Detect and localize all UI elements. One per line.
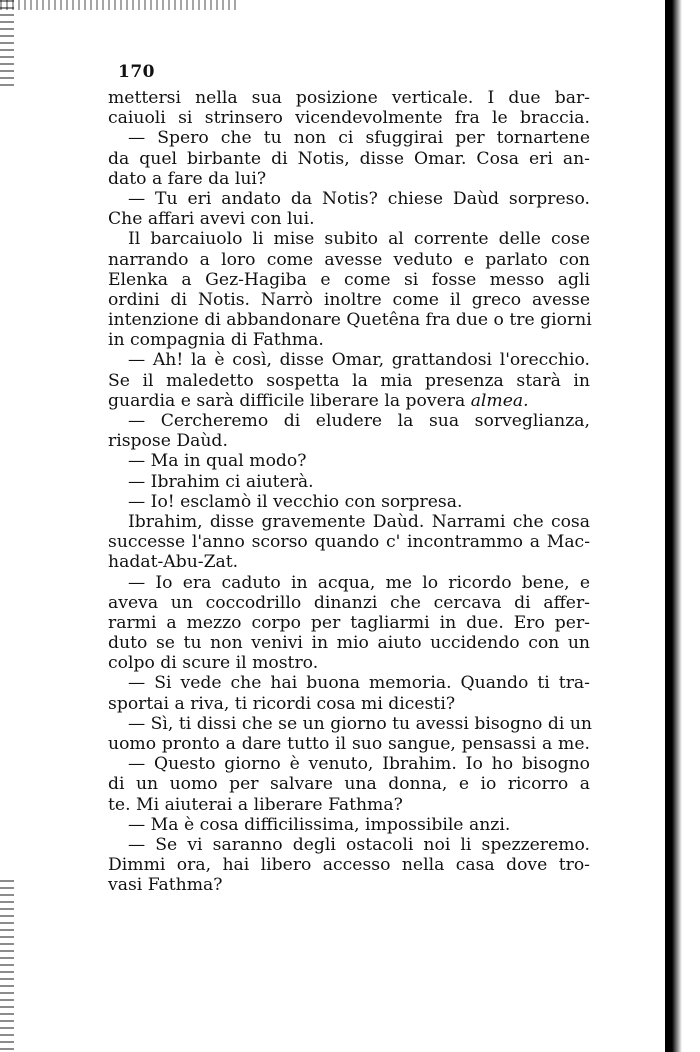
text-line: guardia e sarà difficile liberare la povera almea. <box>108 390 529 411</box>
body-text <box>108 88 590 896</box>
text-line: in compagnia di Fathma. <box>108 330 324 351</box>
text-line: Elenka a Gez-Hagiba e come si fosse messo agli <box>108 269 590 290</box>
text-line: — Sì, ti dissi che se un giorno tu avessi bisogno di un <box>128 713 592 734</box>
text-line: — Ibrahim ci aiuterà. <box>128 471 314 492</box>
text-line: — Questo giorno è venuto, Ibrahim. Io ho bisogno <box>128 754 590 775</box>
text-line: Ibrahim, disse gravemente Daùd. Narrami che cosa <box>128 511 590 532</box>
text-line: ordini di Notis. Narrò inoltre come il greco avesse <box>108 289 590 310</box>
text-line: aveva un coccodrillo dinanzi che cercava di affer- <box>108 592 590 613</box>
text-line: — Io! esclamò il vecchio con sorpresa. <box>128 491 463 512</box>
text-line: — Ma in qual modo? <box>128 451 307 472</box>
text-line: Il barcaiuolo li mise subito al corrente delle cose <box>128 229 590 250</box>
text-line: Se il maledetto sospetta la mia presenza starà in <box>108 370 590 391</box>
text-line: — Spero che tu non ci sfuggirai per tornartene <box>128 128 590 149</box>
text-line: duto se tu non venivi in mio aiuto uccidendo con un <box>108 633 590 654</box>
text-line: — Cercheremo di eludere la sua sorveglianza, <box>128 411 590 431</box>
text-line: colpo di scure il mostro. <box>108 653 319 674</box>
text-line: Dimmi ora, hai libero accesso nella casa dove tro- <box>108 855 590 876</box>
text-line: sportai a riva, ti ricordi cosa mi dicesti? <box>108 693 456 714</box>
text-line: intenzione di abbandonare Quetêna fra due o tre giorni <box>108 310 592 331</box>
scan-noise-left-top <box>0 0 14 90</box>
text-line: successe l'anno scorso quando c' incontrammo a Mac- <box>108 532 590 553</box>
text-line: vasi Fathma? <box>108 875 223 896</box>
text-line: uomo pronto a dare tutto il suo sangue, pensassi a me. <box>108 734 590 754</box>
binding-edge <box>665 0 672 1052</box>
text-line: — Tu eri andato da Notis? chiese Daùd sorpreso. <box>128 188 590 209</box>
text-line: caiuoli si strinsero vicendevolmente fra le braccia. <box>108 108 590 129</box>
scan-noise-left-bottom <box>0 880 14 1052</box>
text-line: — Ma è cosa difficilissima, impossibile anzi. <box>128 814 511 835</box>
text-line: hadat-Abu-Zat. <box>108 552 239 573</box>
text-line: da quel birbante di Notis, disse Omar. Cosa eri an- <box>108 148 590 169</box>
text-line: rispose Daùd. <box>108 431 228 452</box>
text-line: — Si vede che hai buona memoria. Quando ti tra- <box>128 673 590 694</box>
text-line: — Ah! la è così, disse Omar, grattandosi l'orecchio. <box>128 350 590 371</box>
text-line: di un uomo per salvare una donna, e io ricorro a <box>108 774 590 795</box>
text-line: mettersi nella sua posizione verticale. I due bar- <box>108 88 590 108</box>
scan-noise-top <box>0 0 240 10</box>
text-line: dato a fare da lui? <box>108 168 267 189</box>
text-line: te. Mi aiuterai a liberare Fathma? <box>108 794 403 815</box>
italic-word: almea. <box>470 390 529 411</box>
page-number: 170 <box>118 62 155 82</box>
binding-shadow <box>672 0 682 1052</box>
text-line: — Se vi saranno degli ostacoli noi li spezzeremo. <box>128 834 590 855</box>
text-line: rarmi a mezzo corpo per tagliarmi in due. Ero per- <box>108 612 590 633</box>
text-line: — Io era caduto in acqua, me lo ricordo bene, e <box>128 572 590 593</box>
text-line: Che affari avevi con lui. <box>108 209 315 230</box>
text-line: narrando a loro come avesse veduto e parlato con <box>108 249 590 270</box>
